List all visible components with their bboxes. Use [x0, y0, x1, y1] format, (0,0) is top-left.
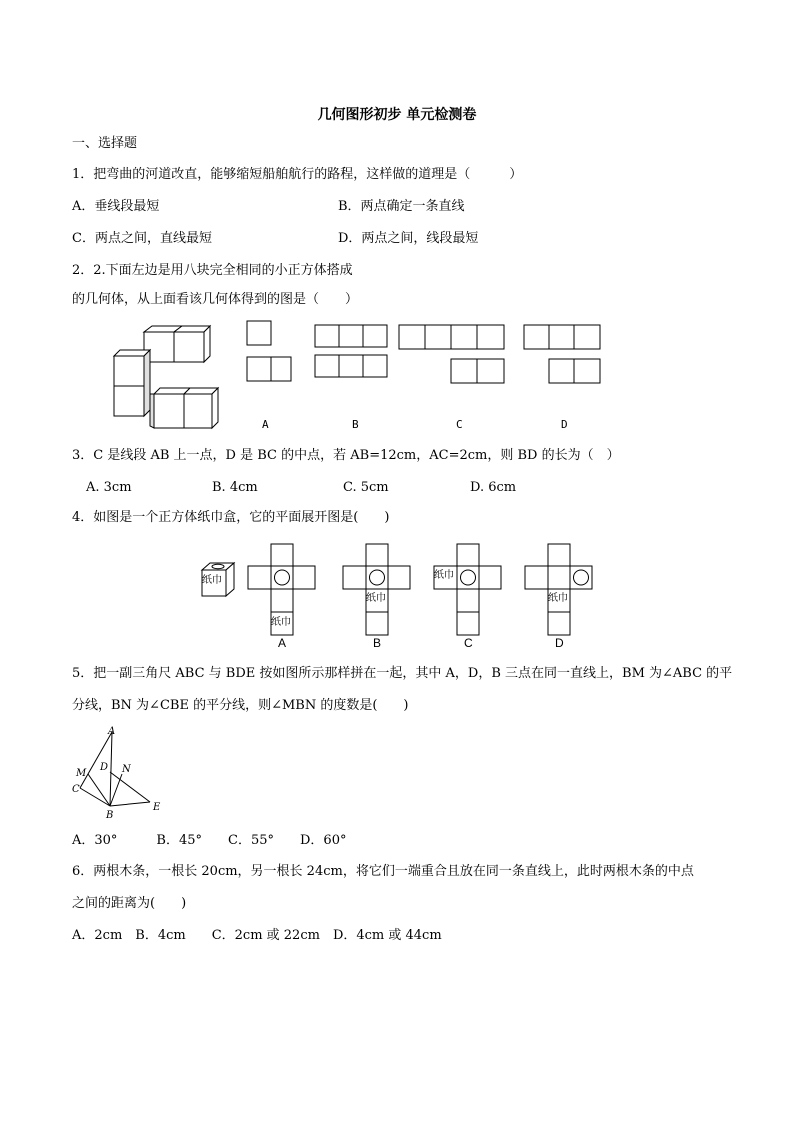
q3-stem: 3．C 是线段 AB 上一点，D 是 BC 的中点，若 AB=12cm，AC=2cm，则 BD 的长为（ ） — [72, 448, 620, 463]
q4-net-d-text: 纸巾 — [548, 593, 568, 604]
q4-net-b-text: 纸巾 — [366, 593, 386, 604]
q5-stem-line2: 分线，BN 为∠CBE 的平分线，则∠MBN 的度数是( ) — [72, 698, 409, 713]
q5-point-b: B — [106, 810, 114, 821]
q2-stem-line1: 2．2.下面左边是用八块完全相同的小正方体搭成 — [72, 263, 353, 278]
q1-option-d: D．两点之间，线段最短 — [338, 231, 479, 246]
q2-label-c: C — [456, 418, 463, 431]
q2-option-a-figure — [246, 320, 296, 384]
q4-label-b: B — [373, 636, 382, 650]
q5-point-e: E — [153, 802, 161, 813]
q2-cube-figure — [108, 322, 228, 432]
q4-net-a-text: 纸巾 — [271, 617, 291, 628]
q2-option-c-figure — [398, 324, 510, 388]
q2-stem-line2: 的几何体，从上面看该几何体得到的图是（ ） — [72, 292, 359, 307]
q5-options: A．30° B．45° C．55° D．60° — [72, 833, 347, 848]
q4-net-d-figure — [524, 543, 596, 639]
q2-label-b: B — [352, 418, 359, 431]
q6-stem-line1: 6．两根木条，一根长 20cm，另一根长 24cm，将它们一端重合且放在同一条直线上，此时两根木条的中点 — [72, 864, 694, 879]
q5-stem-line1: 5．把一副三角尺 ABC 与 BDE 按如图所示那样拼在一起，其中 A，D，B 三点在同一直线上，BM 为∠ABC 的平 — [72, 666, 733, 681]
q4-net-c-figure — [433, 543, 505, 639]
q5-point-n: N — [122, 764, 131, 775]
q4-label-a: A — [278, 636, 287, 650]
q5-point-m: M — [76, 768, 87, 779]
q1-option-a: A．垂线段最短 — [72, 199, 160, 214]
q1-option-c: C．两点之间，直线最短 — [72, 231, 212, 246]
q4-stem: 4．如图是一个正方体纸巾盒，它的平面展开图是( ) — [72, 510, 390, 525]
q6-options: A．2cm B．4cm C．2cm 或 22cm D．4cm 或 44cm — [72, 928, 442, 943]
q1-stem: 1．把弯曲的河道改直，能够缩短船舶航行的路程，这样做的道理是（ ） — [72, 167, 523, 182]
section-heading: 一、选择题 — [72, 136, 138, 151]
q5-point-c: C — [72, 784, 80, 795]
q4-label-c: C — [464, 636, 473, 650]
page-title: 几何图形初步 单元检测卷 — [317, 107, 477, 123]
q3-option-c: C. 5cm — [343, 480, 389, 495]
q3-option-d: D. 6cm — [470, 480, 517, 495]
q4-box-text: 纸巾 — [202, 575, 222, 586]
q2-label-d: D — [561, 418, 568, 431]
q5-point-d: D — [100, 762, 109, 773]
q4-net-c-text: 纸巾 — [434, 570, 454, 581]
q1-option-b: B．两点确定一条直线 — [338, 199, 465, 214]
q2-option-d-figure — [523, 324, 605, 388]
q4-net-b-figure — [342, 543, 414, 639]
q4-label-d: D — [555, 636, 564, 650]
q3-option-a: A. 3cm — [86, 480, 132, 495]
q5-point-a: A — [108, 726, 116, 737]
q6-stem-line2: 之间的距离为( ) — [72, 896, 187, 911]
q5-triangle-figure — [70, 726, 170, 822]
q2-label-a: A — [262, 418, 269, 431]
q2-option-b-figure — [314, 324, 390, 380]
q3-option-b: B. 4cm — [212, 480, 258, 495]
